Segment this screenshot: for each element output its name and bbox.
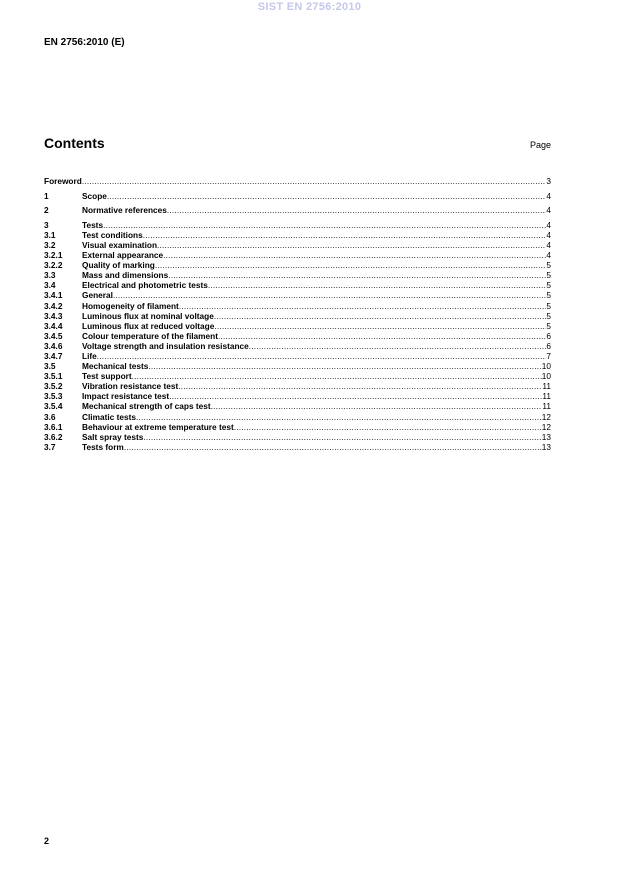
toc-entry-page: 13	[541, 431, 551, 442]
toc-entry[interactable]	[44, 341, 551, 351]
toc-entry[interactable]	[44, 280, 551, 290]
toc-entry-page: 12	[541, 411, 551, 422]
watermark: SIST EN 2756:2010	[257, 1, 362, 13]
toc-entry-number: 3.5.1	[44, 371, 63, 382]
toc-leader-dots	[103, 220, 546, 230]
toc-entry-page: 10	[541, 361, 551, 372]
toc-entry-number: 3.5	[44, 361, 56, 372]
toc-leader-dots	[218, 331, 546, 341]
toc-entry-page: 11	[542, 401, 551, 412]
toc-entry-title: Life	[82, 351, 97, 361]
toc-entry-title: Mechanical tests	[82, 361, 149, 372]
toc-entry-page: 5	[546, 280, 551, 291]
toc-leader-dots	[97, 351, 547, 361]
toc-leader-dots	[211, 401, 543, 411]
toc-entry[interactable]	[44, 220, 551, 230]
page-number: 2	[44, 836, 50, 846]
toc-entry[interactable]	[44, 301, 551, 311]
toc-entry-page: 5	[546, 260, 551, 271]
toc-entry[interactable]	[44, 311, 551, 321]
toc-entry-page: 7	[546, 351, 551, 361]
toc-entry-page: 4	[546, 205, 551, 216]
toc-leader-dots	[155, 260, 547, 270]
toc-entry-number: 3.4.6	[44, 340, 63, 351]
toc-entry-page: 13	[541, 441, 551, 452]
toc-entry[interactable]	[44, 422, 551, 432]
toc-entry[interactable]	[44, 361, 551, 371]
toc-entry-number: 3.4.5	[44, 330, 63, 341]
toc-leader-dots	[249, 341, 547, 351]
toc-entry[interactable]	[44, 270, 551, 280]
toc-entry[interactable]	[44, 412, 551, 422]
toc-leader-dots	[168, 270, 546, 280]
toc-entry-title: Colour temperature of the filament	[82, 330, 218, 341]
toc-entry[interactable]	[44, 401, 551, 411]
toc-entry-title: Normative references	[82, 205, 167, 216]
toc-entry-number: 3.2.2	[44, 260, 63, 271]
toc-entry-title: Scope	[82, 190, 107, 201]
toc-entry-title: Foreword	[44, 176, 82, 186]
toc-entry-title: Mass and dimensions	[82, 270, 169, 281]
toc-entry-page: 12	[541, 421, 551, 432]
toc-entry[interactable]	[44, 432, 551, 442]
toc-leader-dots	[178, 381, 542, 391]
toc-entry-number: 3.4.7	[44, 351, 63, 361]
toc-entry-title: Test support	[82, 371, 132, 382]
toc-entry-page: 5	[546, 300, 551, 311]
toc-entry-title: Vibration resistance test	[82, 381, 179, 392]
toc-leader-dots	[113, 290, 546, 300]
toc-entry[interactable]	[44, 260, 551, 270]
toc-entry-number: 3.2	[44, 239, 56, 250]
toc-leader-dots	[143, 432, 541, 442]
toc-entry-number: 3.3	[44, 270, 56, 281]
toc-entry-number: 3.5.3	[44, 391, 63, 402]
toc-entry[interactable]	[44, 331, 551, 341]
toc-leader-dots	[169, 391, 542, 401]
toc-entry-title: Mechanical strength of caps test	[82, 401, 211, 412]
toc-entry-title: Luminous flux at nominal voltage	[82, 310, 214, 321]
toc-entry-title: Test conditions	[82, 229, 143, 240]
toc-entry-title: Salt spray tests	[82, 431, 144, 442]
toc-entry-number: 1	[44, 190, 49, 201]
toc-leader-dots	[163, 250, 546, 260]
toc-leader-dots	[132, 371, 542, 381]
toc-leader-dots	[234, 422, 542, 432]
document-id: EN 2756:2010 (E)	[44, 37, 125, 48]
toc-leader-dots	[82, 176, 547, 186]
toc-entry-title: Electrical and photometric tests	[82, 280, 208, 291]
toc-entry[interactable]	[44, 205, 551, 215]
toc-entry-number: 3.6	[44, 411, 56, 422]
toc-entry-page: 5	[546, 310, 551, 321]
toc-leader-dots	[179, 301, 547, 311]
toc-entry-number: 3.5.2	[44, 381, 63, 392]
toc-entry[interactable]	[44, 191, 551, 201]
toc-leader-dots	[167, 205, 547, 215]
toc-entry-title: Homogeneity of filament	[82, 300, 179, 311]
toc-entry-page: 5	[546, 270, 551, 281]
toc-entry-title: Visual examination	[82, 239, 158, 250]
toc-leader-dots	[143, 230, 547, 240]
toc-entry-number: 3.7	[44, 441, 56, 452]
toc-entry[interactable]	[44, 250, 551, 260]
toc-entry-number: 3.4.3	[44, 310, 63, 321]
table-of-contents	[44, 176, 551, 452]
toc-leader-dots	[214, 321, 546, 331]
toc-entry-page: 4	[546, 239, 551, 250]
toc-leader-dots	[136, 412, 542, 422]
toc-leader-dots	[107, 191, 546, 201]
toc-entry-title: Impact resistance test	[82, 391, 170, 402]
toc-entry[interactable]	[44, 240, 551, 250]
toc-entry-title: Voltage strength and insulation resistance	[82, 340, 249, 351]
toc-entry-title: Tests form	[82, 441, 124, 452]
toc-entry-page: 11	[542, 381, 551, 392]
toc-entry-number: 3.4	[44, 280, 56, 291]
contents-heading: Contents	[44, 135, 105, 151]
toc-entry[interactable]	[44, 176, 551, 186]
toc-leader-dots	[214, 311, 547, 321]
toc-entry[interactable]	[44, 391, 551, 401]
toc-entry-title: Luminous flux at reduced voltage	[82, 320, 215, 331]
toc-entry-page: 4	[546, 250, 551, 261]
toc-entry[interactable]	[44, 371, 551, 381]
toc-entry-number: 3.4.4	[44, 320, 63, 331]
toc-entry-number: 3.2.1	[44, 250, 63, 261]
page-column-label: Page	[529, 140, 551, 150]
toc-entry[interactable]	[44, 290, 551, 300]
toc-entry[interactable]	[44, 321, 551, 331]
toc-entry-page: 4	[546, 229, 551, 240]
toc-entry[interactable]	[44, 442, 551, 452]
toc-entry-page: 6	[546, 330, 551, 341]
toc-leader-dots	[157, 240, 546, 250]
toc-entry-page: 4	[546, 219, 551, 230]
toc-entry-title: Climatic tests	[82, 411, 136, 422]
toc-leader-dots	[124, 442, 542, 452]
toc-entry-page: 6	[546, 340, 551, 351]
toc-entry-page: 10	[541, 371, 551, 382]
toc-entry[interactable]	[44, 230, 551, 240]
toc-entry-page: 5	[546, 290, 551, 301]
toc-entry-number: 3.4.1	[44, 290, 63, 301]
toc-entry-page: 11	[542, 391, 551, 402]
toc-entry-page: 3	[546, 176, 551, 186]
toc-entry[interactable]	[44, 351, 551, 361]
toc-entry-title: External appearance	[82, 250, 164, 261]
toc-entry-title: Behaviour at extreme temperature test	[82, 421, 234, 432]
toc-entry-page: 5	[546, 320, 551, 331]
toc-entry-number: 2	[44, 205, 49, 216]
toc-entry-number: 3.1	[44, 229, 56, 240]
toc-entry-page: 4	[546, 190, 551, 201]
toc-leader-dots	[148, 361, 541, 371]
toc-leader-dots	[208, 280, 547, 290]
toc-entry-title: Tests	[82, 219, 104, 230]
toc-entry-title: General	[82, 290, 113, 301]
toc-entry-number: 3.5.4	[44, 401, 63, 412]
toc-entry-number: 3	[44, 219, 49, 230]
toc-entry-number: 3.6.1	[44, 421, 63, 432]
toc-entry-number: 3.6.2	[44, 431, 63, 442]
toc-entry-number: 3.4.2	[44, 300, 63, 311]
toc-entry[interactable]	[44, 381, 551, 391]
toc-entry-title: Quality of marking	[82, 260, 155, 271]
